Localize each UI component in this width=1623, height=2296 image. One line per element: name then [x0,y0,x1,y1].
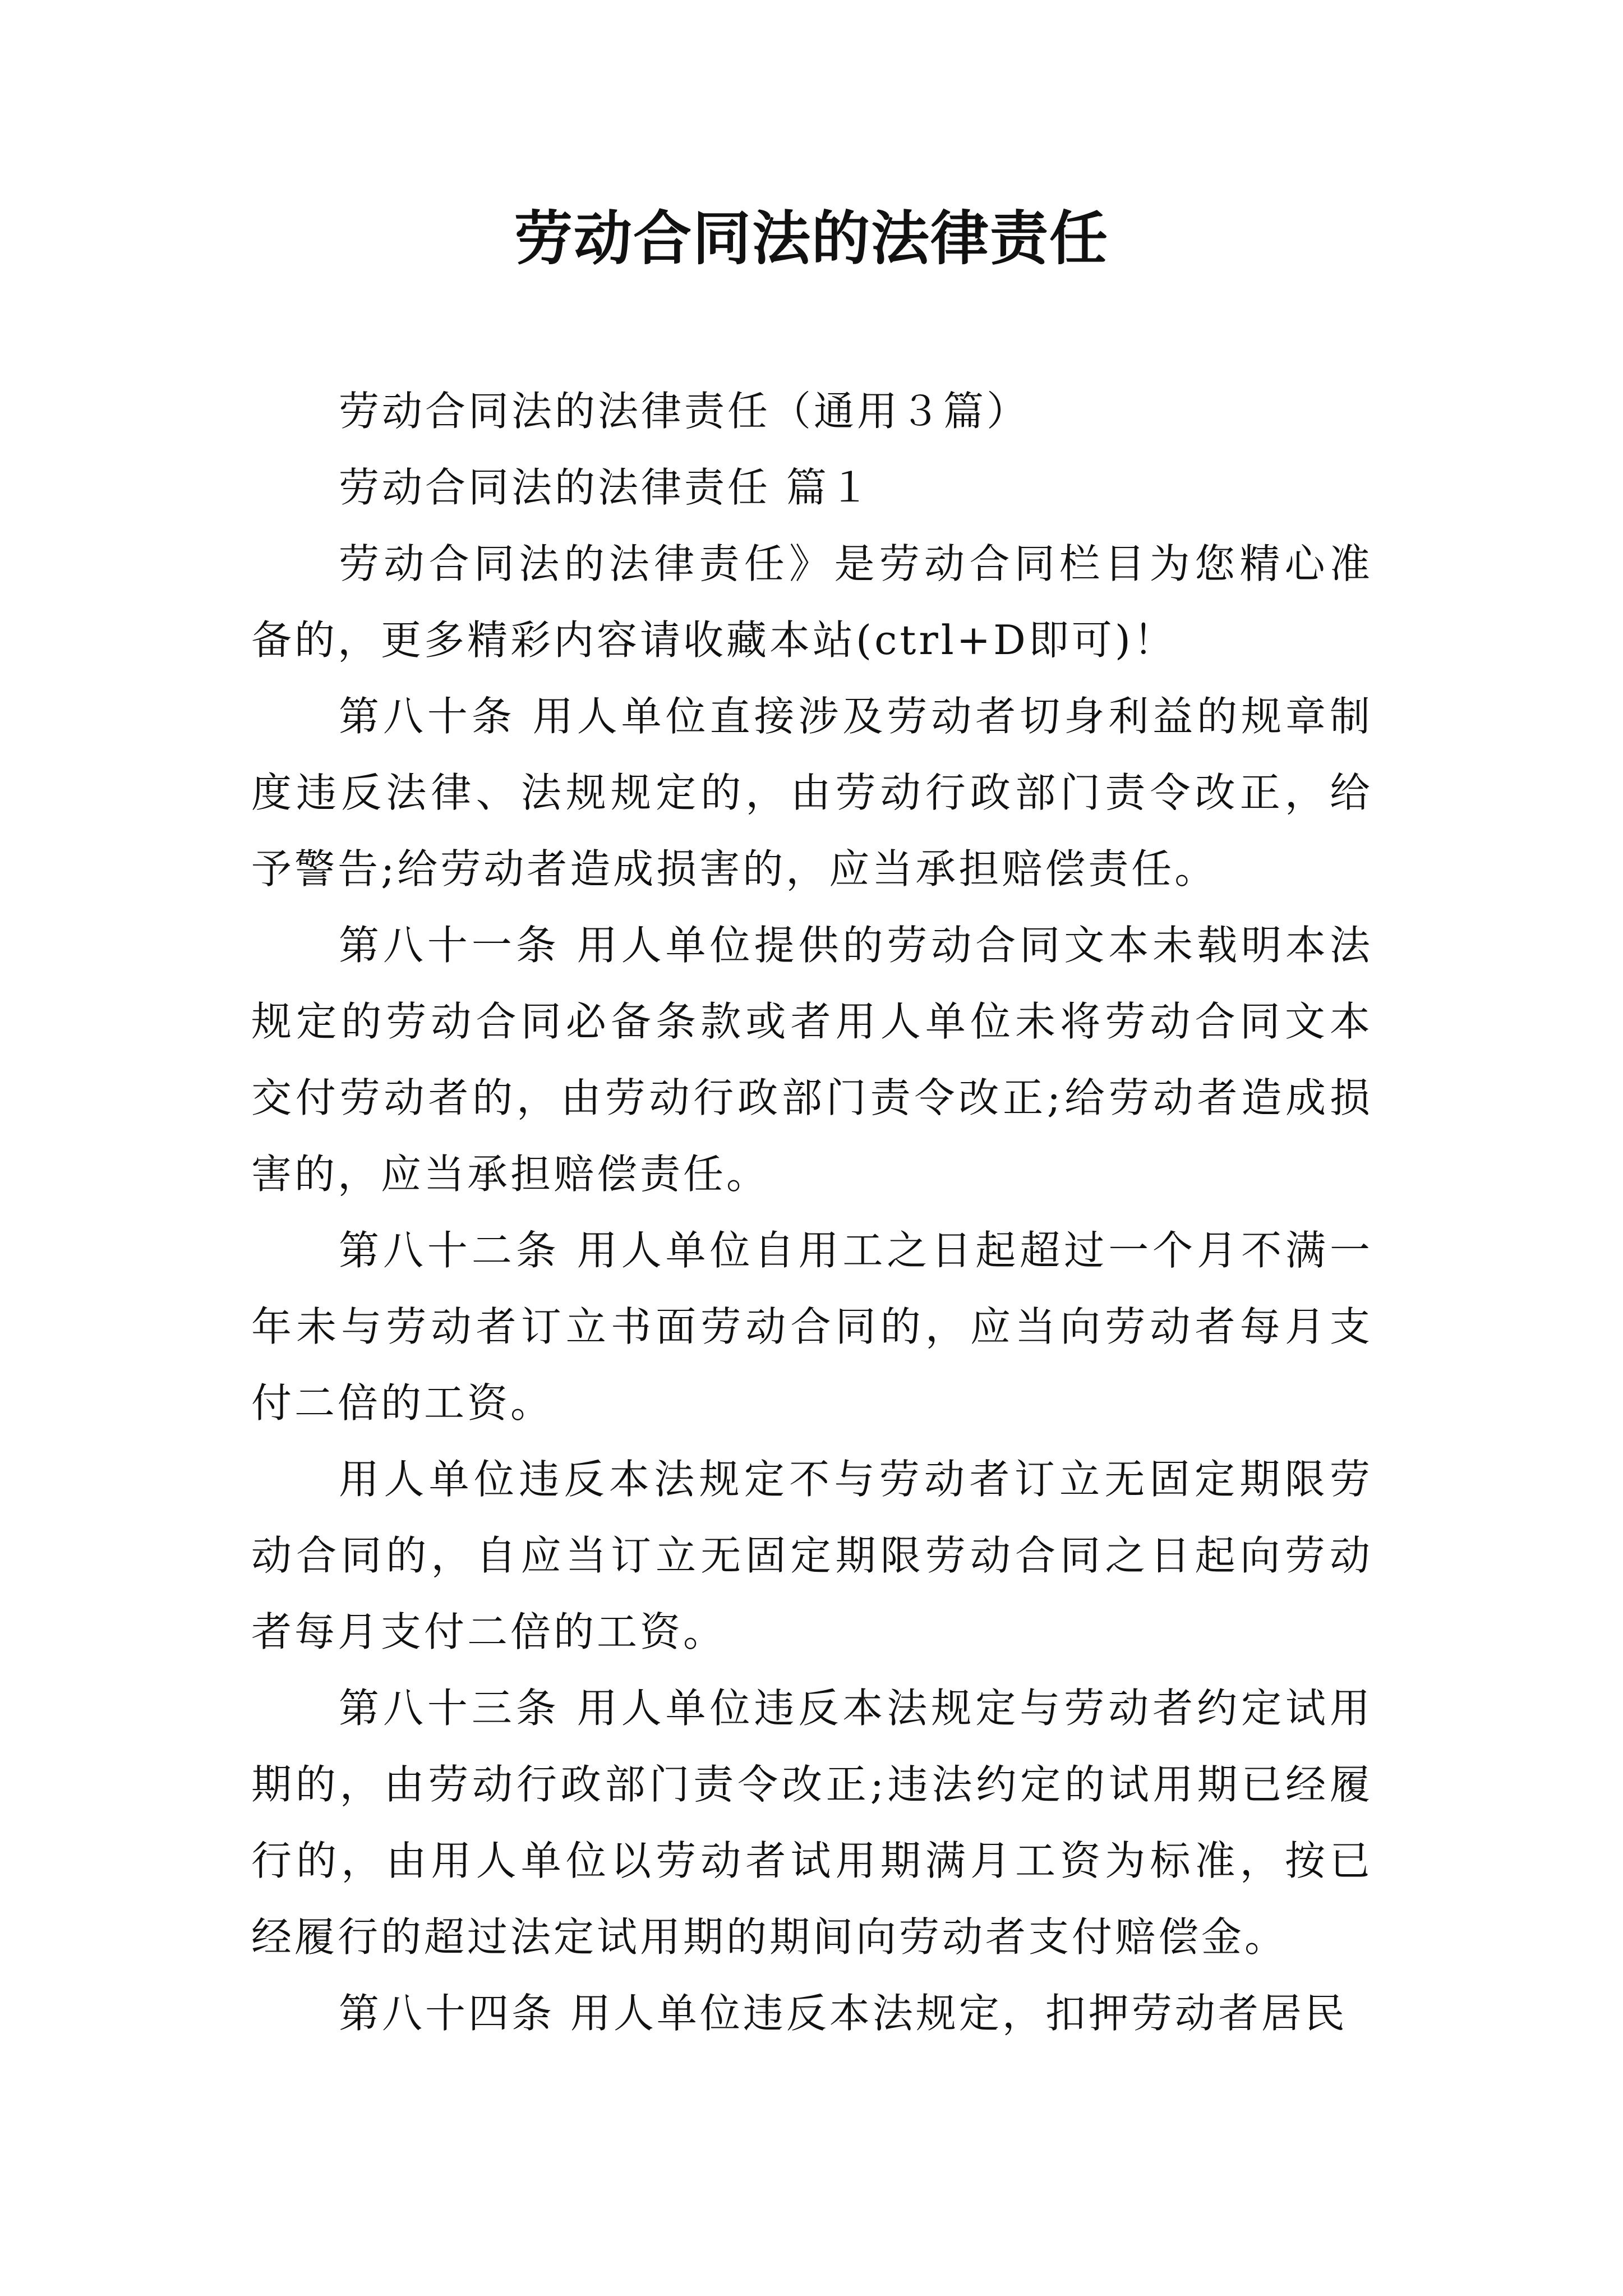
paragraph-article-83: 第八十三条 用人单位违反本法规定与劳动者约定试用期的，由劳动行政部门责令改正;违法约定的试用期已经履行的，由用人单位以劳动者试用期满月工资为标准，按已经履行的超过法定试用期的期间向劳动者支付赔偿金。 [251,1685,1373,1961]
paragraph-article-82: 第八十二条 用人单位自用工之日起超过一个月不满一年未与劳动者订立书面劳动合同的，应当向劳动者每月支付二倍的工资。 [251,1227,1373,1427]
paragraph-intro: 劳动合同法的法律责任》是劳动合同栏目为您精心准备的，更多精彩内容请收藏本站(ctrl+D即可)！ [251,540,1373,664]
paragraph-article-80: 第八十条 用人单位直接涉及劳动者切身利益的规章制度违反法律、法规规定的，由劳动行政部门责令改正，给予警告;给劳动者造成损害的，应当承担赔偿责任。 [251,693,1373,892]
paragraph-article-81: 第八十一条 用人单位提供的劳动合同文本未载明本法规定的劳动合同必备条款或者用人单位未将劳动合同文本交付劳动者的，由劳动行政部门责令改正;给劳动者造成损害的，应当承担赔偿责任。 [251,922,1373,1198]
document-body [251,373,1373,2051]
document-title: 劳动合同法的法律责任 [514,204,1109,273]
paragraph-article-84: 第八十四条 用人单位违反本法规定，扣押劳动者居民 [339,1990,1348,2037]
paragraph-section-heading: 劳动合同法的法律责任 篇１ [339,464,873,511]
paragraph-article-82-cont: 用人单位违反本法规定不与劳动者订立无固定期限劳动合同的，自应当订立无固定期限劳动合同之日起向劳动者每月支付二倍的工资。 [251,1456,1373,1655]
paragraph-subtitle: 劳动合同法的法律责任（通用３篇） [339,388,1030,435]
